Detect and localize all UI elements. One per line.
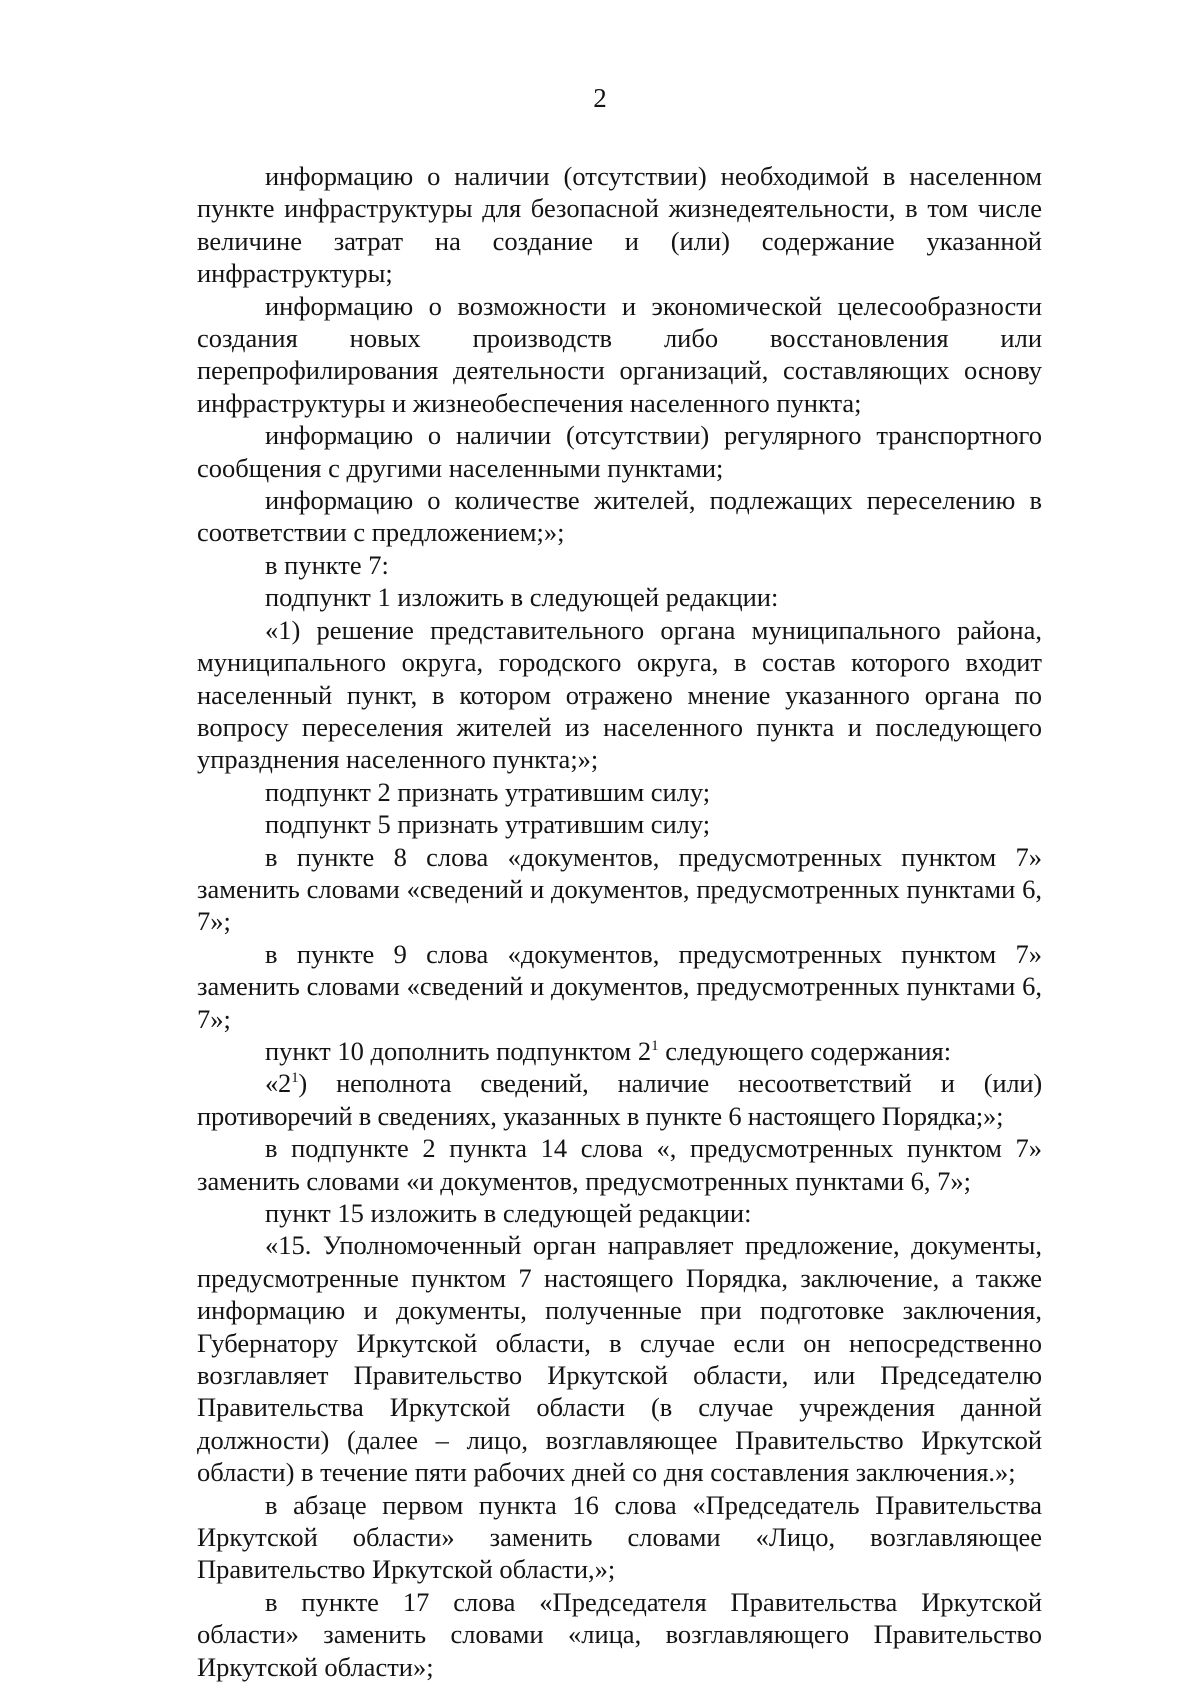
- paragraph: «1) решение представительного органа муниципального района, муниципального округа, городского округа, в состав которого входит населенный пункт, в котором отражено мнение указанного органа по вопросу переселения жителей из населенного пункта и последующего упразднения населенного пункта;»;: [197, 614, 1042, 775]
- paragraph: подпункт 1 изложить в следующей редакции:: [265, 582, 779, 613]
- paragraph: в абзаце первом пункта 16 слова «Председатель Правительства Иркутской области» заменить словами «Лицо, возглавляющее Правительство Иркутской области,»;: [197, 1489, 1042, 1585]
- document-body: [197, 160, 1042, 1683]
- paragraph: пункт 15 изложить в следующей редакции:: [265, 1198, 752, 1228]
- paragraph: «15. Уполномоченный орган направляет предложение, документы, предусмотренные пунктом 7 настоящего Порядка, заключение, а также информацию и документы, полученные при подготовке заключения, Губернатору Иркутской области, в случае если он непосредственно возглавляет Правительство Иркутской области, или Председателю Правительства Иркутской области (в случае учреждения данной должности) (далее – лицо, возглавляющее Правительство Иркутской области) в течение пяти рабочих дней со дня составления заключения.»;: [197, 1230, 1042, 1488]
- paragraph: подпункт 2 признать утратившим силу;: [265, 776, 711, 807]
- paragraph: информацию о количестве жителей, подлежащих переселению в соответствии с предложением;»;: [197, 485, 1042, 548]
- paragraph: в пункте 7:: [265, 549, 389, 580]
- text-segment: пункт 10 дополнить подпунктом 2: [265, 1035, 652, 1066]
- text-segment: ) неполнота сведений, наличие несоответствий и (или) противоречий в сведениях, указанных в пункте 6 настоящего Порядка;»;: [197, 1068, 1042, 1131]
- page-number: 2: [593, 83, 607, 113]
- paragraph: информацию о наличии (отсутствии) необходимой в населенном пункте инфраструктуры для безопасной жизнедеятельности, в том числе величине затрат на создание и (или) содержание указанной инфраструктуры;: [197, 161, 1042, 289]
- paragraph: в подпункте 2 пункта 14 слова «, предусмотренных пунктом 7» заменить словами «и документов, предусмотренных пунктами 6, 7»;: [197, 1133, 1042, 1196]
- paragraph: в пункте 9 слова «документов, предусмотренных пунктом 7» заменить словами «сведений и документов, предусмотренных пунктами 6, 7»;: [197, 938, 1042, 1034]
- text-segment: «2: [265, 1068, 292, 1099]
- paragraph: в пункте 17 слова «Председателя Правительства Иркутской области» заменить словами «лица, возглавляющего Правительство Иркутской области»;: [197, 1586, 1042, 1682]
- paragraph: подпункт 5 признать утратившим силу;: [265, 809, 711, 840]
- paragraph-with-superscript: [197, 1067, 1042, 1132]
- paragraph: информацию о возможности и экономической целесообразности создания новых производств либо восстановления или перепрофилирования деятельности организаций, составляющих основу инфраструктуры и жизнеобеспечения населенного пункта;: [197, 290, 1042, 418]
- superscript: 1: [291, 1070, 299, 1087]
- superscript: 1: [651, 1038, 659, 1055]
- text-segment: следующего содержания:: [658, 1035, 952, 1066]
- paragraph: в пункте 8 слова «документов, предусмотренных пунктом 7» заменить словами «сведений и документов, предусмотренных пунктами 6, 7»;: [197, 841, 1042, 937]
- paragraph-with-superscript: [197, 1035, 1042, 1067]
- paragraph: информацию о наличии (отсутствии) регулярного транспортного сообщения с другими населенными пунктами;: [197, 420, 1042, 483]
